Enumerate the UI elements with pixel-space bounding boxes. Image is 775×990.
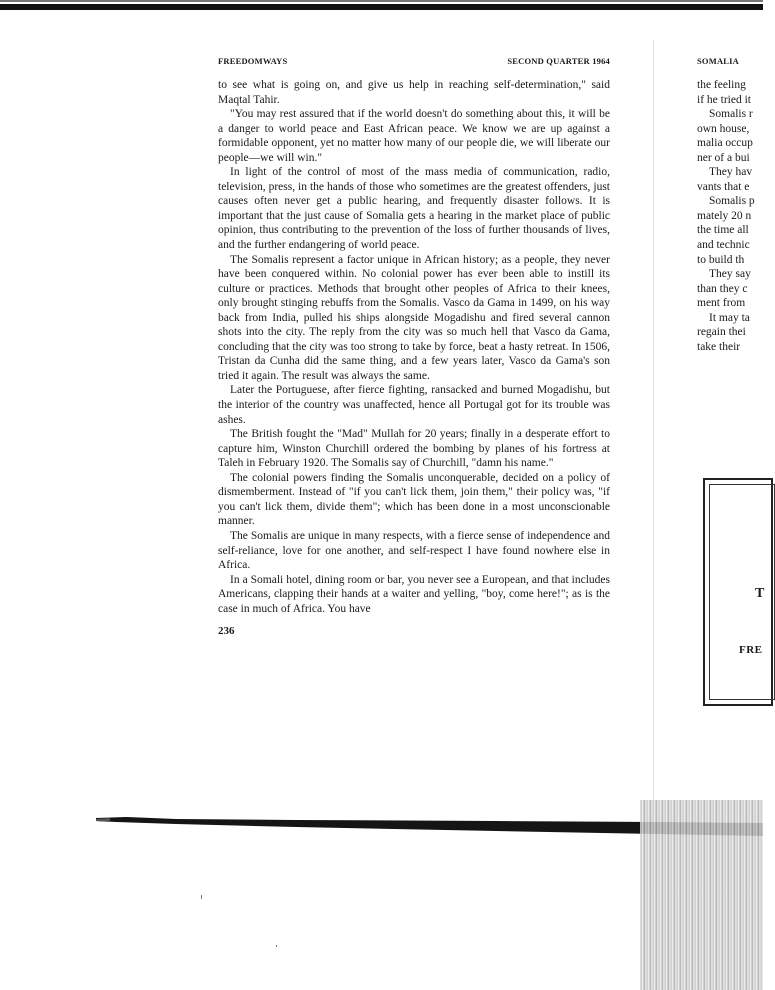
text-line: Somalis p [709, 195, 755, 208]
issue-date: SECOND QUARTER 1964 [507, 56, 610, 66]
text-line: own house, [697, 122, 750, 135]
paragraph: Later the Portuguese, after fierce fighting, ransacked and burned Mogadishu, but the interior of the country was unaffected, hence all Portugal got for its trouble was ashes. [218, 384, 610, 426]
text-line: and technic [697, 239, 750, 252]
text-line: mately 20 n [697, 209, 752, 222]
paragraph: The British fought the "Mad" Mullah for 20 years; finally in a desperate effort to capture him, Winston Churchill ordered the bombing by planes of his fortress at Taleh in February 1920. The Somalis say of Churchill, "damn his name." [218, 428, 610, 470]
text-line: regain thei [697, 326, 746, 339]
book-gutter [653, 40, 654, 800]
scan-top-edge [0, 0, 763, 2]
left-page [218, 56, 610, 637]
ad-text-fragment: FRE [739, 644, 763, 656]
text-line: to build th [697, 253, 745, 266]
text-line: take their [697, 340, 741, 353]
ad-text-fragment: T [755, 586, 765, 601]
text-line: They hav [709, 166, 753, 179]
text-line: They say [709, 268, 751, 281]
advertisement-inner-border [709, 484, 775, 700]
paragraph: In light of the control of most of the mass media of communication, radio, television, press, in the hands of those who sometimes are the greatest offenders, just causes often never get a public hearing, and frequently disaster follows. It is important that the just cause of Somalia gets a hearing in the market place of public opinion, thus contributing to the prevention of the loss of further thousands of lives, and the further endangering of world peace. [218, 166, 610, 252]
page-number: 236 [218, 625, 235, 638]
scan-speck [276, 945, 277, 947]
text-line: malia occup [697, 137, 753, 150]
text-line: vants that e [697, 180, 750, 193]
paragraph: "You may rest assured that if the world doesn't do something about this, it will be a danger to world peace and East African peace. We know we are up against a formidable opponent, yet no matter how many of our people die, we will liberate our people—we will win." [218, 108, 610, 164]
left-running-head [218, 56, 610, 72]
text-line: It may ta [709, 311, 750, 324]
text-line: if he tried it [697, 93, 751, 106]
paragraph: to see what is going on, and give us help in reaching self-determination," said Maqtal Tahir. [218, 79, 610, 106]
text-line: Somalis r [709, 108, 753, 121]
text-line: than they c [697, 282, 748, 295]
paragraph: The Somalis are unique in many respects, with a fierce sense of independence and self-reliance, love for one another, and self-respect I have found nowhere else in Africa. [218, 529, 610, 572]
journal-title: FREEDOMWAYS [218, 56, 288, 66]
advertisement-box [703, 478, 773, 706]
right-running-head [697, 56, 763, 72]
right-body-text [697, 78, 763, 354]
left-body-text [218, 78, 610, 616]
scan-top-border [0, 4, 763, 10]
text-line: the feeling [697, 79, 746, 91]
text-line: ment from [697, 297, 746, 310]
section-title: SOMALIA [697, 56, 740, 66]
text-line: ner of a bui [697, 151, 750, 164]
paragraph: The colonial powers finding the Somalis unconquerable, decided on a policy of dismemberment. Instead of "if you can't lick them, join them," their policy was, "if you can't lick them, divide them"; which has been done in a most unconscionable manner. [218, 471, 610, 528]
right-page [697, 56, 763, 354]
scan-speck [201, 895, 202, 899]
paragraph: The Somalis represent a factor unique in African history; as a people, they never have been conquered within. No colonial power has ever been able to instill its culture or practices. Methods that brought other peoples of Africa to their knees, only brought stinging rebuffs from the Somalis. Vasco da Gama in 1499, on his way back from India, pulled his ships alongside Mogadishu and fired several cannon shots into the city. The reply from the city was so much hell that Vasco da Gama, concluding that the city was too strong to take by force, beat a hasty retreat. In 1506, Tristan da Cunha did the same thing, and a few years later, Vasco da Gama's son tried it again. The result was always the same. [218, 253, 610, 382]
paragraph: In a Somali hotel, dining room or bar, you never see a European, and that includes Americans, clapping their hands at a waiter and yelling, "boy, come here!"; as is the case in much of Africa. You have [218, 573, 610, 615]
text-line: the time all [697, 224, 749, 237]
scan-edge-noise [640, 800, 763, 990]
